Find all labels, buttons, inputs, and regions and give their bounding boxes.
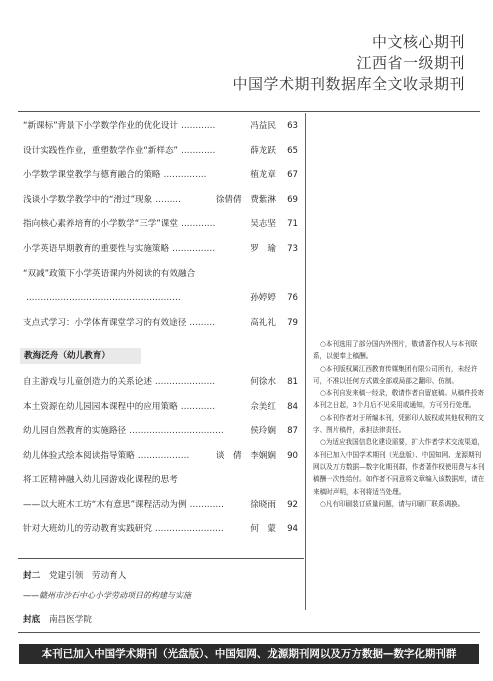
toc-entry <box>23 216 298 232</box>
toc-entry <box>23 266 298 282</box>
header-line-2: 江西省一级期刊 <box>356 54 465 72</box>
toc-entry <box>23 399 298 415</box>
toc-title: 支点式学习：小学体育课堂学习的有效途径 <box>23 317 187 328</box>
footer-banner: 本刊已加入中国学术期刊（光盘版）、中国知网、龙源期刊网以及万方数据—数字化期刊群 <box>19 644 479 664</box>
toc-title: 小学英语早期教育的重要性与实施策略 <box>23 244 170 254</box>
toc-entry <box>23 374 298 390</box>
toc-entry <box>23 241 298 257</box>
toc-page: 79 <box>287 317 298 328</box>
toc-page: 65 <box>287 145 298 156</box>
toc-leader: ……………………………………………… <box>26 293 181 304</box>
toc-author: 孙婷婷 <box>250 293 276 304</box>
toc-page: 71 <box>287 219 298 230</box>
editorial-notes <box>313 338 485 510</box>
toc-leader: ………… <box>189 499 224 510</box>
note-item: ○凡有印刷装订质量问题，请与印刷厂联系调换。 <box>320 499 465 508</box>
header-line-1: 中文核心期刊 <box>371 33 465 51</box>
cover2-title: 党建引领 劳动育人 <box>48 571 127 581</box>
toc-title: “双减”政策下小学英语课内外阅读的有效融合 <box>23 268 196 279</box>
toc-author: 罗 瑜 <box>250 244 276 254</box>
toc-title: 自主游戏与儿童创造力的关系论述 <box>23 377 152 387</box>
toc-author: 何徐水 <box>250 377 276 387</box>
toc-entry <box>23 315 298 331</box>
toc-title: 本土资源在幼儿园园本课程中的应用策略 <box>23 401 178 412</box>
toc-title: ——以大班木工坊“木有意思”课程活动为例 <box>23 499 187 510</box>
toc-title: 幼儿体验式绘本阅读指导策略 <box>23 450 135 461</box>
toc-author: 徐晓雨 <box>250 499 276 510</box>
toc-leader: ……………… <box>137 450 190 461</box>
cover2-label: 封二 <box>23 571 41 581</box>
note-item: ○本刊版权属江西教育传媒集团有限公司所有，未经许可，不准以任何方式做全部或局部之翻印、仿制。 <box>313 364 478 385</box>
top-divider <box>18 111 480 112</box>
toc-leader: …………………………… <box>129 426 224 436</box>
toc-entry <box>23 290 298 306</box>
toc-entry <box>23 448 298 464</box>
toc-leader: ……… <box>189 317 216 328</box>
toc-entry <box>23 423 298 439</box>
toc-title: 将工匠精神融入幼儿园游戏化课程的思考 <box>23 475 178 485</box>
toc-page: 94 <box>287 524 298 534</box>
toc-page: 63 <box>287 121 298 131</box>
toc-leader: …………… <box>172 244 216 254</box>
toc-page: 69 <box>287 194 298 205</box>
toc-page: 90 <box>287 450 298 461</box>
toc-page: 73 <box>287 244 298 254</box>
toc-leader: ………… <box>180 401 216 412</box>
toc-leader: …………… <box>163 170 207 181</box>
toc-author: 吴志坚 <box>250 219 276 230</box>
toc-leader: ………… <box>181 121 216 131</box>
toc-entry <box>23 472 298 488</box>
header-line-3: 中国学术期刊数据库全文收录期刊 <box>232 75 465 93</box>
section-heading: 教海泛舟（幼儿教育） <box>20 348 141 364</box>
note-item: ○本刊选用了部分国内外图片，敬请著作权人与本刊联系，以便奉上稿酬。 <box>313 340 478 361</box>
toc-entry <box>23 118 298 134</box>
note-item: ○本刊作者对于所编本刊，凭影印人版权或其他权利的文字、图片稿件，承担法律责任。 <box>313 413 485 435</box>
backcover-title: 南昌医学院 <box>48 615 92 625</box>
toc-author: 冯益民 <box>250 121 276 131</box>
cover2-entry <box>23 568 126 584</box>
toc-title: 小学数学课堂教学与德育融合的策略 <box>23 170 161 181</box>
toc-title: 浅谈小学数学教学中的“滑过”现象 <box>23 194 153 205</box>
toc-author: 佘美红 <box>250 401 276 412</box>
toc-entry <box>23 497 298 513</box>
toc-title: 指向核心素养培育的小学数学“三学”课堂 <box>23 219 178 230</box>
column-divider <box>305 113 306 610</box>
toc-entry <box>23 192 298 208</box>
toc-entry <box>23 167 298 183</box>
toc-leader: ………… <box>181 219 216 230</box>
toc-author: 侯玲娴 <box>250 426 276 436</box>
cover-divider <box>18 558 304 559</box>
toc-leader: …………………… <box>154 524 224 534</box>
toc-page: 76 <box>287 293 298 304</box>
cover2-subtitle: ——赣州市沙石中心小学劳动项目的构建与实施 <box>23 591 191 600</box>
toc-title: 设计实践性作业，重塑数学作业“新样态” <box>23 145 178 156</box>
backcover-entry <box>23 612 92 628</box>
note-item: ○本刊自发来稿一经录，敬请作者自留底稿。从稿件投寄本刊之日起，3个月后不见采用或通知，方可另行处理。 <box>313 389 485 410</box>
toc-page: 92 <box>287 499 298 510</box>
toc-entry <box>23 521 298 537</box>
toc-page: 87 <box>287 426 298 436</box>
toc-author: 植龙章 <box>250 170 276 181</box>
toc-leader: ……… <box>155 194 181 205</box>
toc-entry <box>23 143 298 159</box>
toc-author: 何 蒙 <box>250 524 276 534</box>
toc-author: 高礼礼 <box>250 317 276 328</box>
toc-page: 84 <box>287 401 298 412</box>
toc-title: “新课标”背景下小学数学作业的优化设计 <box>23 121 178 131</box>
toc-title: 针对大班幼儿的劳动教育实践研究 <box>23 524 152 534</box>
toc-author: 徐倩倩 费紫淋 <box>215 194 276 205</box>
toc-page: 81 <box>287 377 298 387</box>
toc-author: 薛龙跃 <box>250 145 276 156</box>
toc-leader: ………………… <box>154 377 216 387</box>
toc-title: 幼儿园自然教育的实施路径 <box>23 426 127 436</box>
toc-leader: ………… <box>181 145 216 156</box>
backcover-label: 封底 <box>23 615 41 625</box>
bottom-divider <box>18 632 480 633</box>
toc-page: 67 <box>287 170 298 181</box>
note-item: ○为适应我国信息化建设需要，扩大作者学术交流渠道，本刊已加入中国学术期刊（光盘版）、中国知网、龙源期刊网以及万方数据—数字化期刊群，作者著作权使用费与本刊稿酬一次性给付。如作者不同意将文章编入该数据库，请在来稿时声明，本刊将适当处理。 <box>313 438 485 496</box>
toc-author: 谈 倩 李娴娴 <box>215 450 276 461</box>
